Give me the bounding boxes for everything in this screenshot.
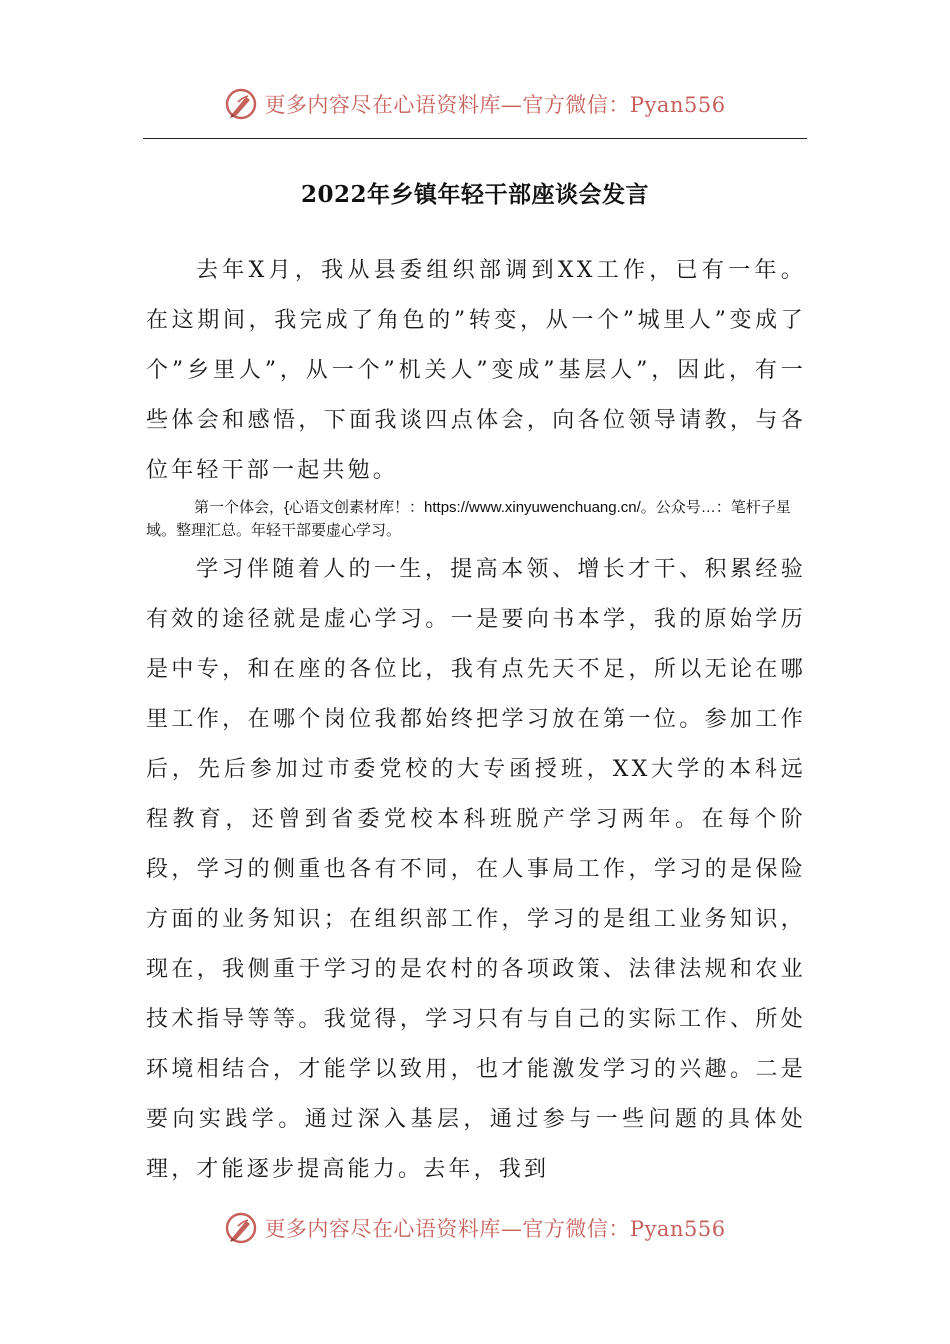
pen-logo-icon: [224, 87, 258, 121]
paragraph-learning: 学习伴随着人的一生，提高本领、增长才干、积累经验有效的途径就是虚心学习。一是要向书本学，我的原始学历是中专，和在座的各位比，我有点先天不足，所以无论在哪里工作，在哪个岗位我都始终把学习放在第一位。参加工作后，先后参加过市委党校的大专函授班，XX大学的本科远程教育，还曾到省委党校本科班脱产学习两年。在每个阶段，学习的侧重也各有不同，在人事局工作，学习的是保险方面的业务知识；在组织部工作，学习的是组工业务知识，现在，我侧重于学习的是农村的各项政策、法律法规和农业技术指导等等。我觉得，学习只有与自己的实际工作、所处环境相结合，才能学以致用，也才能激发学习的兴趣。二是要向实践学。通过深入基层，通过参与一些问题的具体处理，才能逐步提高能力。去年，我到: [146, 557, 806, 1182]
footer-banner: [0, 1208, 950, 1248]
header-divider: [143, 138, 807, 139]
document-title: 2022年乡镇年轻干部座谈会发言: [300, 181, 649, 208]
paragraph-first-insight-note: 第一个体会，{心语文创素材库！：https://www.xinyuwenchuang.cn/。公众号…：笔杆子星域。整理汇总。年轻干部要虚心学习。: [146, 499, 791, 539]
footer-banner-text: 更多内容尽在心语资料库—官方微信：Pyan556: [264, 1217, 726, 1241]
header-banner: [0, 84, 950, 124]
pen-logo-icon: [224, 1211, 258, 1245]
paragraph-intro: 去年X月，我从县委组织部调到XX工作，已有一年。在这期间，我完成了角色的”转变，从一个”城里人”变成了个”乡里人”，从一个”机关人”变成”基层人”，因此，有一些体会和感悟，下面我谈四点体会，向各位领导请教，与各位年轻干部一起共勉。: [146, 258, 806, 483]
header-banner-text: 更多内容尽在心语资料库—官方微信：Pyan556: [264, 93, 726, 117]
